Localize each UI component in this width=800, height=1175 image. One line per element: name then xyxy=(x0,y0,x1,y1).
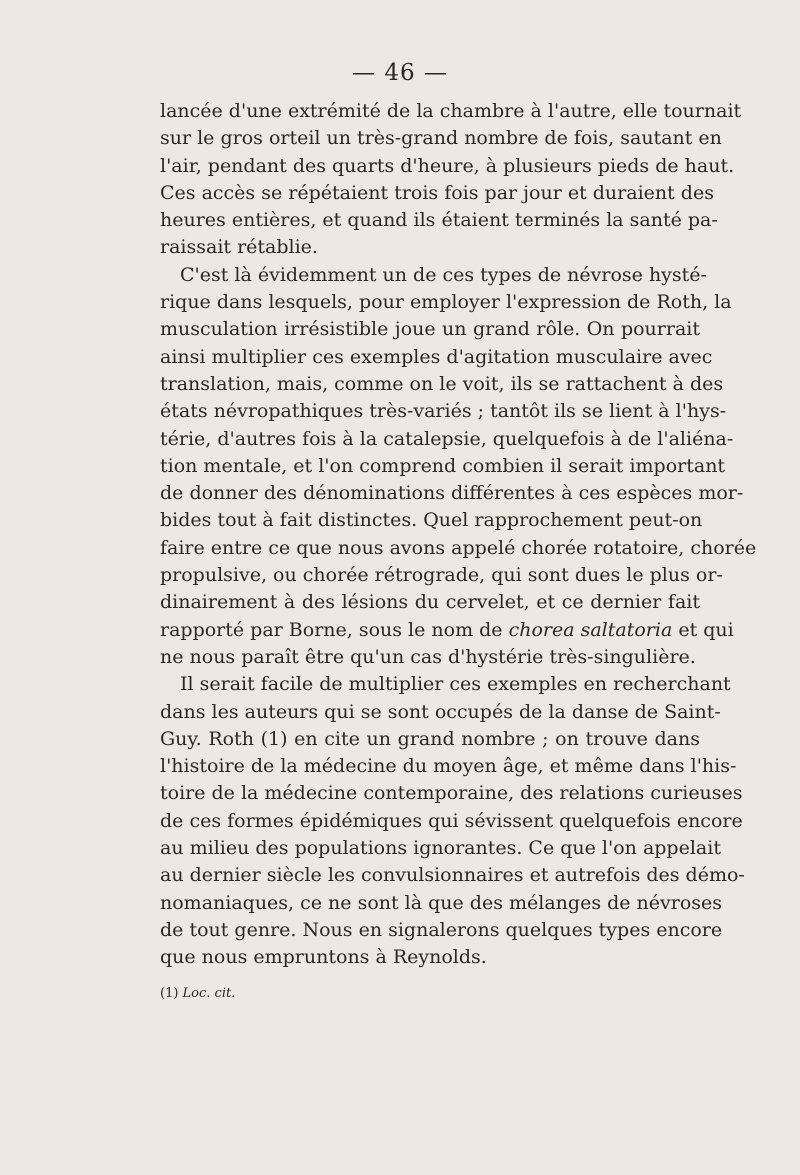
text-line: musculation irrésistible joue un grand rôle. On pourrait xyxy=(160,318,700,341)
text-line: Ces accès se répétaient trois fois par jour et duraient des xyxy=(160,181,714,204)
text-line: térie, d'autres fois à la catalepsie, quelquefois à de l'aliéna- xyxy=(160,427,734,450)
text-line: que nous empruntons à Reynolds. xyxy=(160,946,487,969)
text-line: états névropathiques très-variés ; tantôt ils se lient à l'hys- xyxy=(160,400,727,423)
text-line: C'est là évidemment un de ces types de névrose hysté- xyxy=(180,263,707,286)
footnote: (1) Loc. cit. xyxy=(160,986,236,1001)
text-line: de donner des dénominations différentes à ces espèces mor- xyxy=(160,482,744,505)
text-line: dinairement à des lésions du cervelet, et ce dernier fait xyxy=(160,591,700,614)
text-line: faire entre ce que nous avons appelé chorée rotatoire, chorée xyxy=(160,536,757,559)
page-number: — 46 — xyxy=(352,60,448,86)
text-line: de tout genre. Nous en signalerons quelques types encore xyxy=(160,918,723,941)
text-line: ne nous paraît être qu'un cas d'hystérie très-singulière. xyxy=(160,645,696,668)
text-line: l'air, pendant des quarts d'heure, à plusieurs pieds de haut. xyxy=(160,154,735,177)
text-line: raissait rétablie. xyxy=(160,236,318,259)
text-line: propulsive, ou chorée rétrograde, qui sont dues le plus or- xyxy=(160,564,723,587)
italic-term: chorea saltatoria xyxy=(508,618,673,641)
footnote-citation: Loc. cit. xyxy=(182,986,236,1001)
text-line: heures entières, et quand ils étaient terminés la santé pa- xyxy=(160,209,718,232)
text-line: dans les auteurs qui se sont occupés de la danse de Saint- xyxy=(160,700,721,723)
body-text xyxy=(160,98,757,972)
text-line: toire de la médecine contemporaine, des relations curieuses xyxy=(160,782,743,805)
text-line: bides tout à fait distinctes. Quel rapprochement peut-on xyxy=(160,509,703,532)
text-line: lancée d'une extrémité de la chambre à l'autre, elle tournait xyxy=(160,100,742,122)
text-line: ainsi multiplier ces exemples d'agitation musculaire avec xyxy=(160,345,713,368)
text-line: rapporté par Borne, sous le nom de chorea saltatoria et qui xyxy=(160,618,734,641)
text-line: Il serait facile de multiplier ces exemples en recherchant xyxy=(180,673,731,696)
text-line: de ces formes épidémiques qui sévissent quelquefois encore xyxy=(160,809,743,832)
text-line: translation, mais, comme on le voit, ils se rattachent à des xyxy=(160,372,724,395)
text-line: nomaniaques, ce ne sont là que des mélanges de névroses xyxy=(160,891,723,914)
text-line: tion mentale, et l'on comprend combien il serait important xyxy=(160,454,726,477)
text-line: rique dans lesquels, pour employer l'expression de Roth, la xyxy=(160,291,732,314)
text-line: sur le gros orteil un très-grand nombre de fois, sautant en xyxy=(160,127,722,150)
text-line: l'histoire de la médecine du moyen âge, et même dans l'his- xyxy=(160,755,737,778)
text-line: Guy. Roth (1) en cite un grand nombre ; on trouve dans xyxy=(160,727,700,750)
text-line: au dernier siècle les convulsionnaires et autrefois des démo- xyxy=(160,864,745,887)
text-line: au milieu des populations ignorantes. Ce que l'on appelait xyxy=(160,837,721,860)
